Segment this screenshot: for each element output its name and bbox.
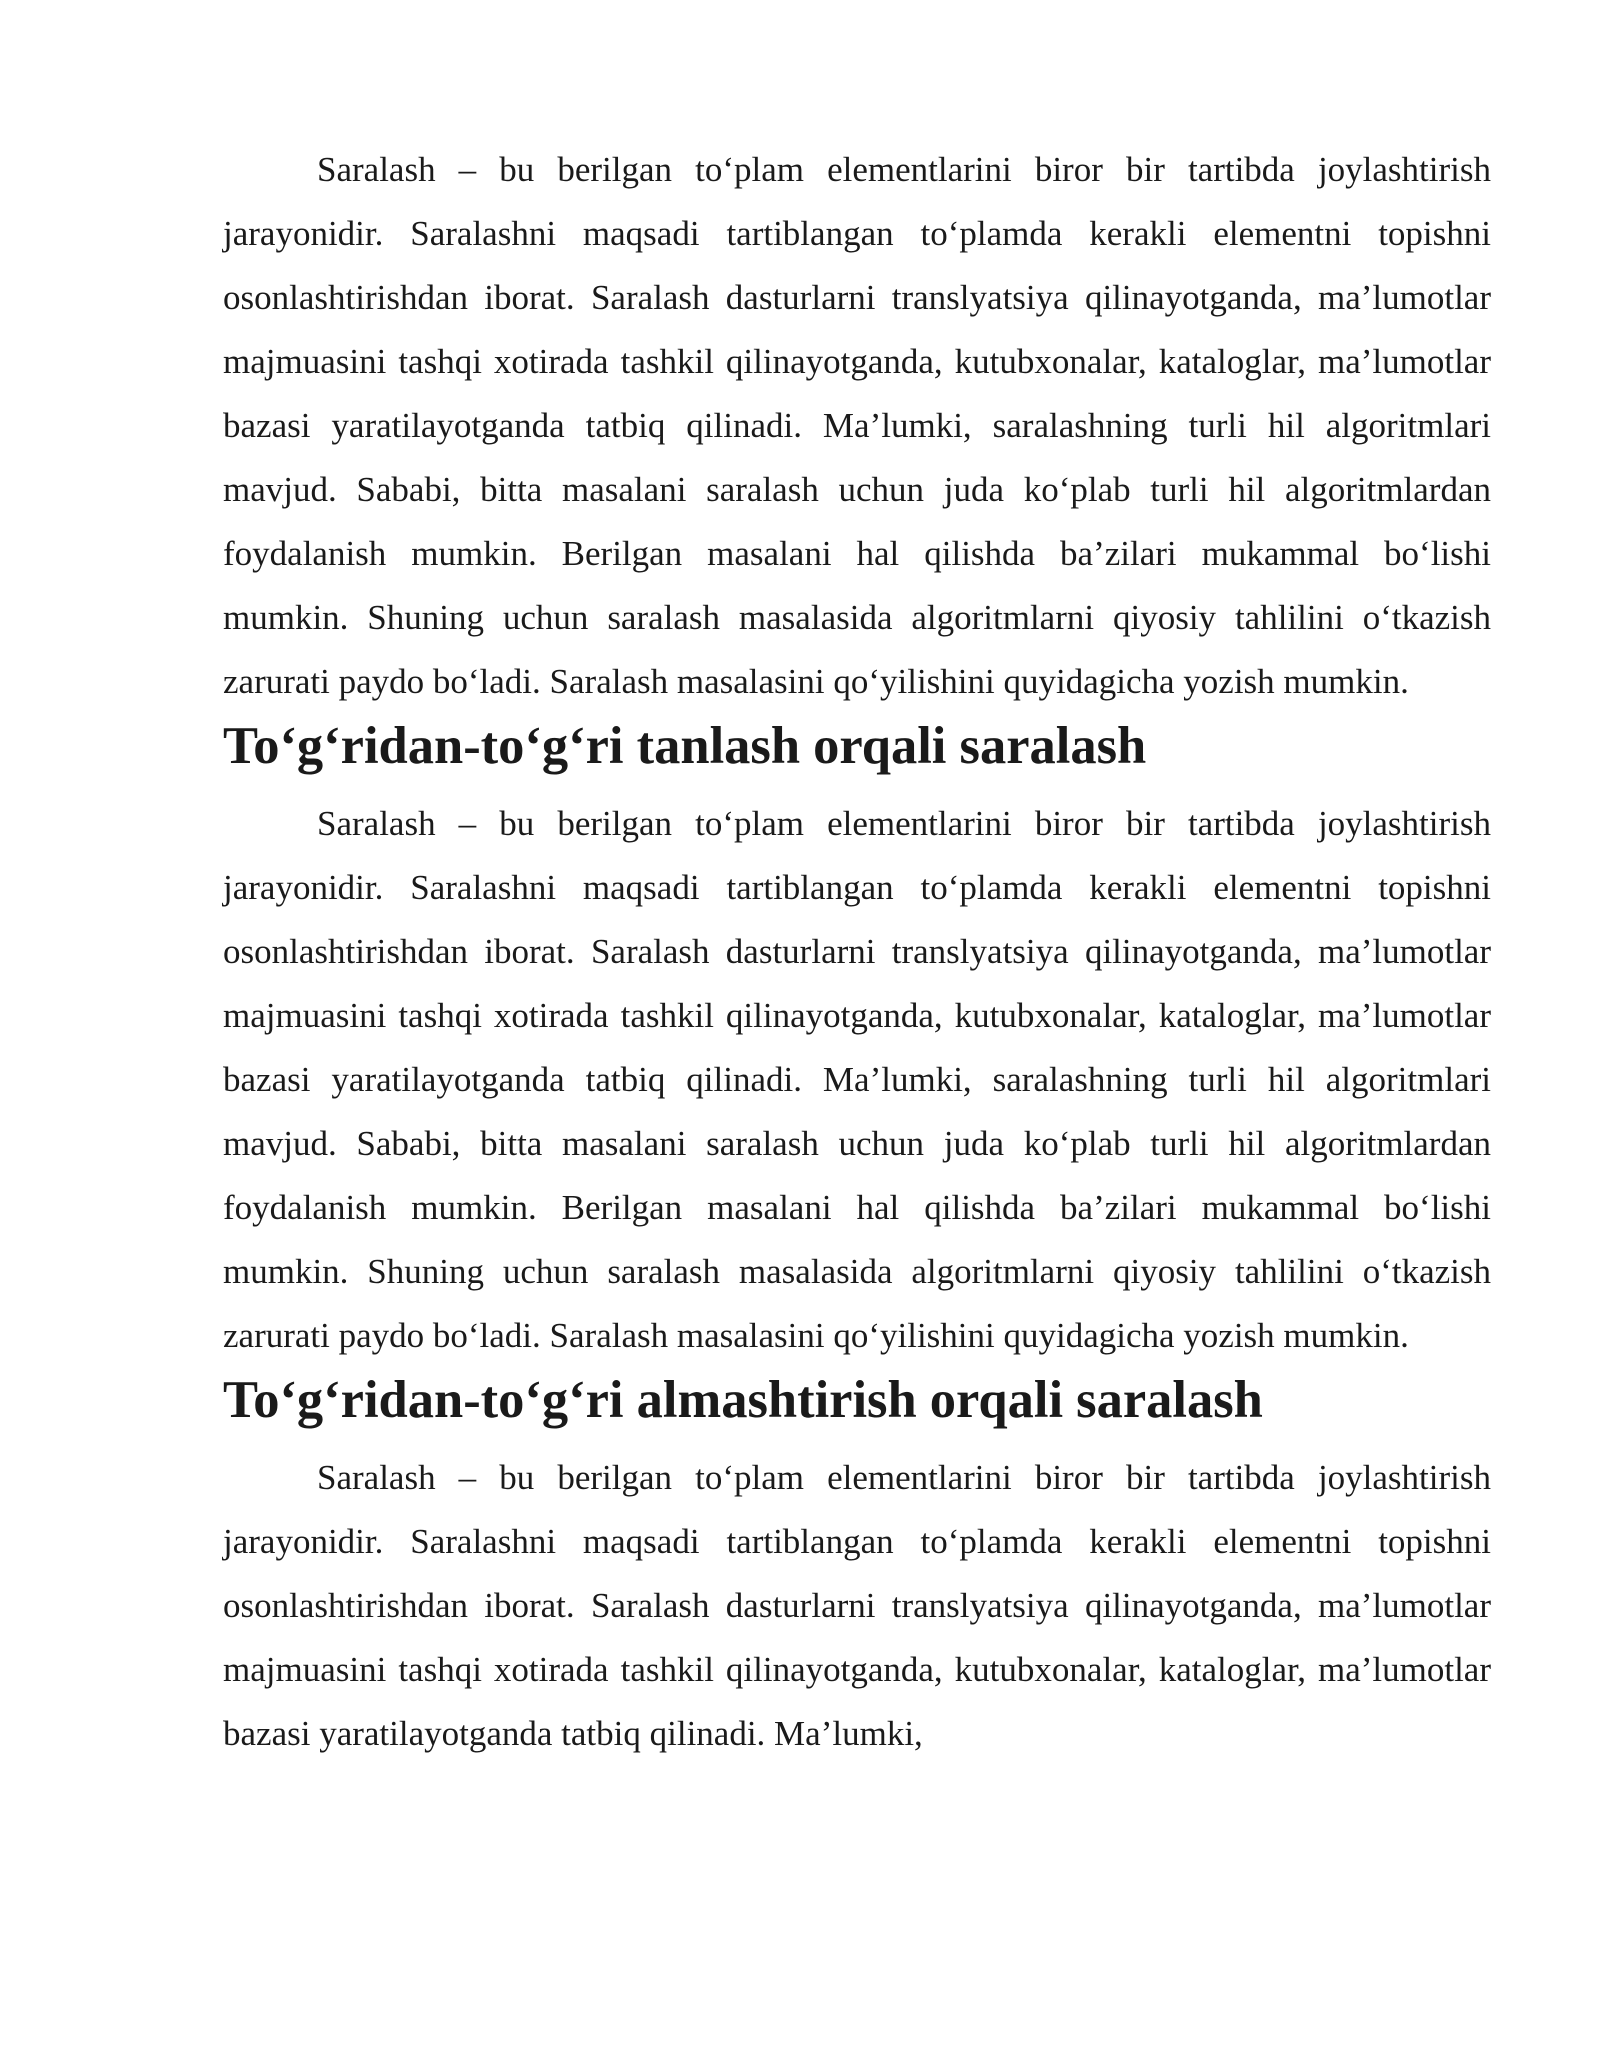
document-page <box>223 138 1491 1766</box>
body-paragraph: Saralash – bu berilgan to‘plam elementlarini biror bir tartibda joylashtirish jarayonidir. Saralashni maqsadi tartiblangan to‘plamda kerakli elementni topishni osonlashtirishdan iborat. Saralash dasturlarni translyatsiya qilinayotganda, ma’lumotlar majmuasini tashqi xotirada tashkil qilinayotganda, kutubxonalar, kataloglar, ma’lumotlar bazasi yaratilayotganda tatbiq qilinadi. Ma’lumki, saralashning turli hil algoritmlari mavjud. Sababi, bitta masalani saralash uchun juda ko‘plab turli hil algoritmlardan foydalanish mumkin. Berilgan masalani hal qilishda ba’zilari mukammal bo‘lishi mumkin. Shuning uchun saralash masalasida algoritmlarni qiyosiy tahlilini o‘tkazish zarurati paydo bo‘ladi. Saralash masalasini qo‘yilishini quyidagicha yozish mumkin. <box>223 804 1491 1355</box>
section-heading: To‘g‘ridan-to‘g‘ri tanlash orqali saralash <box>223 717 1147 775</box>
section-heading: To‘g‘ridan-to‘g‘ri almashtirish orqali saralash <box>223 1371 1263 1429</box>
body-paragraph: Saralash – bu berilgan to‘plam elementlarini biror bir tartibda joylashtirish jarayonidir. Saralashni maqsadi tartiblangan to‘plamda kerakli elementni topishni osonlashtirishdan iborat. Saralash dasturlarni translyatsiya qilinayotganda, ma’lumotlar majmuasini tashqi xotirada tashkil qilinayotganda, kutubxonalar, kataloglar, ma’lumotlar bazasi yaratilayotganda tatbiq qilinadi. Ma’lumki, saralashning turli hil algoritmlari mavjud. Sababi, bitta masalani saralash uchun juda ko‘plab turli hil algoritmlardan foydalanish mumkin. Berilgan masalani hal qilishda ba’zilari mukammal bo‘lishi mumkin. Shuning uchun saralash masalasida algoritmlarni qiyosiy tahlilini o‘tkazish zarurati paydo bo‘ladi. Saralash masalasini qo‘yilishini quyidagicha yozish mumkin. <box>223 150 1491 701</box>
body-paragraph: Saralash – bu berilgan to‘plam elementlarini biror bir tartibda joylashtirish jarayonidir. Saralashni maqsadi tartiblangan to‘plamda kerakli elementni topishni osonlashtirishdan iborat. Saralash dasturlarni translyatsiya qilinayotganda, ma’lumotlar majmuasini tashqi xotirada tashkil qilinayotganda, kutubxonalar, kataloglar, ma’lumotlar bazasi yaratilayotganda tatbiq qilinadi. Ma’lumki, <box>223 1458 1491 1753</box>
